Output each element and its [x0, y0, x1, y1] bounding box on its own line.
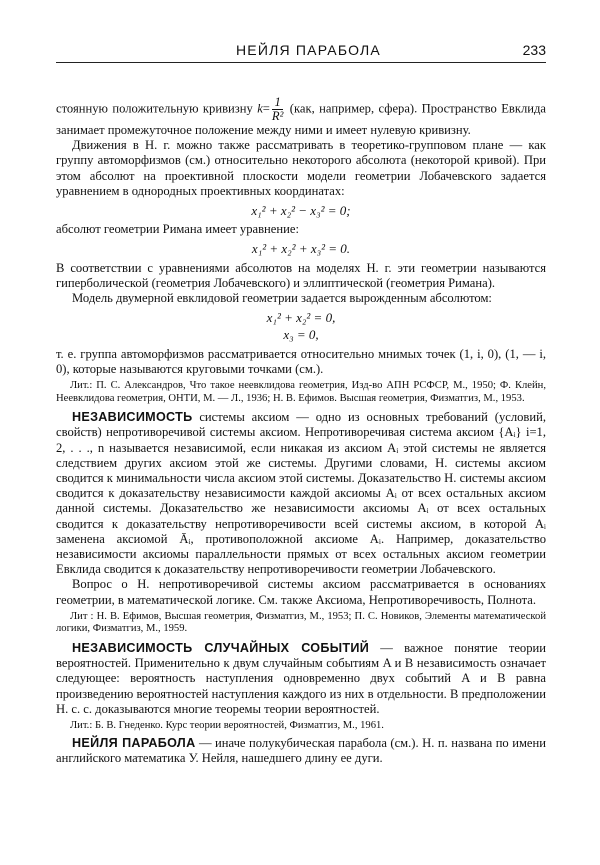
- article-independence-para2: Вопрос о Н. непротиворечивой системы аксиом рассматривается в основаниях геометрии, в математической логике. См. также Аксиома, Непротиворечивость, Полнота.: [56, 577, 546, 607]
- article-neil-parabola: НЕЙЛЯ ПАРАБОЛА — иначе полукубическая парабола (см.). Н. п. названа по имени английского математика У. Нейля, нашедшего длину ее дуги.: [56, 735, 546, 765]
- formula-lobachevsky-absolute: x₁² + x₂² − x₃² = 0;: [251, 203, 351, 219]
- paragraph-motions: Движения в Н. г. можно также рассматривать в теоретико-групповом плане — как группу автоморфизмов (см.) относительно некоторого абсолюта (некоторой кривой). При этом абсолют на проективной плоскости модели геометрии Лобачевского задается уравнением в однородных проективных координатах:: [56, 138, 546, 198]
- page-number: 233: [522, 42, 546, 58]
- literature-label: Лит.:: [70, 380, 93, 392]
- formula-riemann-absolute: x₁² + x₂² + x₃² = 0.: [251, 241, 351, 257]
- literature-label: Лит :: [70, 610, 94, 622]
- formula-degenerate-absolute-1: x₁² + x₂² = 0,: [266, 310, 336, 326]
- article-independence: НЕЗАВИСИМОСТЬ системы аксиом — одно из основных требований (условий, свойств) непротиворечивой системы аксиом. Непротиворечивая система аксиом {Aᵢ} i=1, 2, . . ., n называется независимой, если никакая из аксиом Aᵢ этой системы не является следствием других аксиом этой же системы. Другими словами, Н. системы аксиом сводится к минимальности числа аксиом этой системы. Доказательство Н. системы аксиом сводится к доказательству независимости каждой аксиомы Aᵢ от всех остальных аксиом данной системы. Доказательство же независимости аксиомы Aᵢ от всех остальных сводится к доказательству непротиворечивости всей системы аксиом, в которой Aᵢ заменена аксиомой Āᵢ, противоположной аксиоме Aᵢ. Например, доказательство независимости аксиомы параллельности прямых от всех остальных аксиом геометрии Евклида сводится к доказательству непротиворечивости геометрии Лобачевского.: [56, 410, 546, 577]
- header-title: НЕЙЛЯ ПАРАБОЛА: [236, 42, 381, 58]
- term-independence: НЕЗАВИСИМОСТЬ: [72, 410, 193, 425]
- running-header: [56, 40, 546, 63]
- paragraph-curvature: стоянную положительную кривизну k= $\frac{1}{\text{R²}}$ (как, например, сфера). Пространство Евклида занимает промежуточное положение между ними и имеет нулевую кривизну.: [56, 95, 546, 137]
- literature-1: Лит.: П. С. Александров, Что такое неевклидова геометрия, Изд-во АПН РСФСР, М., 1950; Ф. Клейн, Неевклидова геометрия, ОНТИ, М. — Л., 1936; Н. В. Ефимов. Высшая геометрия, Физматгиз, М., 1953.: [56, 380, 546, 404]
- paragraph-circular-points: т. е. группа автоморфизмов рассматривается относительно мнимых точек (1, i, 0), (1, — i, 0), которые называются круговыми точками (см.).: [56, 346, 546, 376]
- term-neil-parabola: НЕЙЛЯ ПАРАБОЛА: [72, 735, 196, 750]
- article-random-events: НЕЗАВИСИМОСТЬ СЛУЧАЙНЫХ СОБЫТИЙ — важное понятие теории вероятностей. Применительно к двум случайным событиям A и B независимость означает следующее: вероятность наступления одновременно двух событий A и B равна произведению вероятностей наступления каждого из них в отдельности. В предположении Н. с. с. доказываются многие теоремы теории вероятностей.: [56, 641, 546, 716]
- paragraph-correspondence: В соответствии с уравнениями абсолютов на моделях Н. г. эти геометрии называются гиперболической (геометрия Лобачевского) и эллиптической (геометрия Римана).: [56, 260, 546, 290]
- curvature-fraction: $\frac{1}{\text{R²}}$: [271, 95, 284, 123]
- paragraph-euclid-model: Модель двумерной евклидовой геометрии задается вырожденным абсолютом:: [72, 291, 492, 306]
- page-content: [56, 96, 546, 766]
- literature-3: Лит.: Б. В. Гнеденко. Курс теории вероятностей, Физматгиз, М., 1961.: [70, 720, 384, 732]
- literature-2: Лит : Н. В. Ефимов, Высшая геометрия, Физматгиз, М., 1953; П. С. Новиков, Элементы математической логики, Физматгиз, М., 1959.: [56, 610, 546, 635]
- formula-degenerate-absolute-2: x₃ = 0,: [283, 327, 319, 343]
- literature-label: Лит.:: [70, 720, 93, 732]
- paragraph-riemann: абсолют геометрии Римана имеет уравнение:: [56, 222, 299, 237]
- term-random-events: НЕЗАВИСИМОСТЬ СЛУЧАЙНЫХ СОБЫТИЙ: [72, 641, 370, 656]
